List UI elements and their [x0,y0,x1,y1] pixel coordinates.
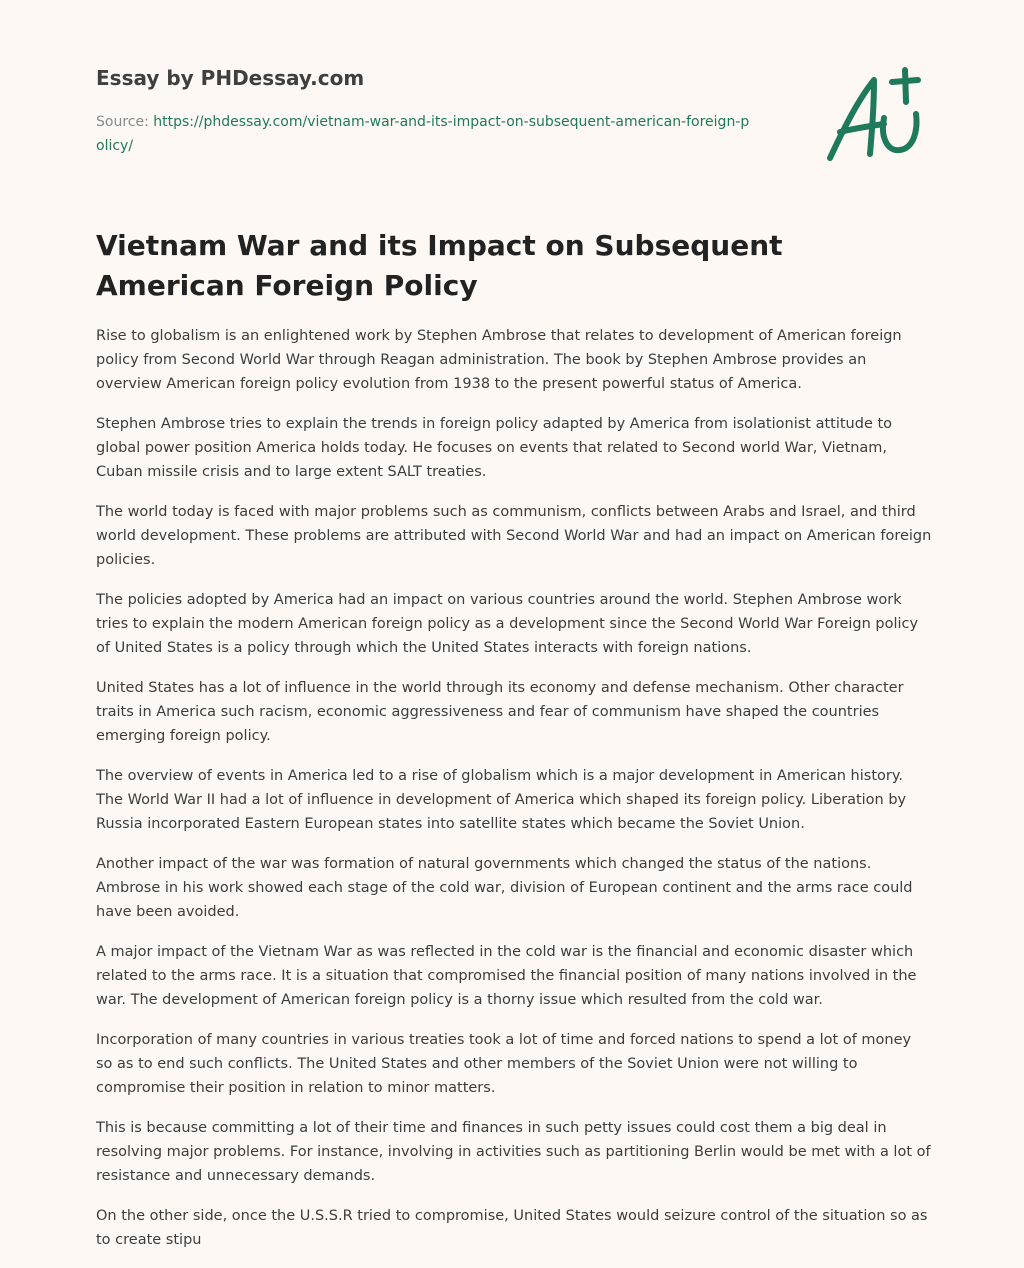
essay-body [96,324,932,1268]
essay-title: Vietnam War and its Impact on Subsequent American Foreign Policy [96,229,783,302]
source-line [96,110,756,158]
paragraph: United States has a lot of influence in the world through its economy and defense mechanism. Other character traits in America such racism, economic aggressiveness and fear of communism have shaped the countries emerging foreign policy. [96,680,904,744]
paragraph: The overview of events in America led to a rise of globalism which is a major development in American history. The World War II had a lot of influence in development of America which shaped its foreign policy. Liberation by Russia incorporated Eastern European states into satellite states which became the Soviet Union. [96,768,907,832]
source-label: Source: [96,114,149,130]
paragraph: Another impact of the war was formation of natural governments which changed the status of the nations. Ambrose in his work showed each stage of the cold war, division of European continent and the arms race could have been avoided. [96,856,913,920]
paragraph: The world today is faced with major problems such as communism, conflicts between Arabs and Israel, and third world development. These problems are attributed with Second World War and had an impact on American foreign policies. [96,504,932,568]
paragraph: Rise to globalism is an enlightened work by Stephen Ambrose that relates to development of American foreign policy from Second World War through Reagan administration. The book by Stephen Ambrose provides an overview American foreign policy evolution from 1938 to the present powerful status of America. [96,328,902,392]
paragraph: Stephen Ambrose tries to explain the trends in foreign policy adapted by America from isolationist attitude to global power position America holds today. He focuses on events that related to Second world War, Vietnam, Cuban missile crisis and to large extent SALT treaties. [96,416,893,480]
page-header [96,64,796,158]
source-link[interactable]: https://phdessay.com/vietnam-war-and-its-impact-on-subsequent-american-foreign-policy/ [96,114,750,154]
paragraph: Incorporation of many countries in various treaties took a lot of time and forced nations to spend a lot of money so as to end such conflicts. The United States and other members of the Soviet Union were not willing to compromise their position in relation to minor matters. [96,1032,912,1096]
a-plus-logo-icon [822,66,932,166]
paragraph: On the other side, once the U.S.S.R tried to compromise, United States would seizure control of the situation so as to create stipu [96,1208,928,1248]
site-brand: Essay by PHDessay.com [96,66,365,90]
paragraph: The policies adopted by America had an impact on various countries around the world. Stephen Ambrose work tries to explain the modern American foreign policy as a development since the Second World War Foreign policy of United States is a policy through which the United States interacts with foreign nations. [96,592,919,656]
paragraph: This is because committing a lot of their time and finances in such petty issues could cost them a big deal in resolving major problems. For instance, involving in activities such as partitioning Berlin would be met with a lot of resistance and unnecessary demands. [96,1120,931,1184]
paragraph: A major impact of the Vietnam War as was reflected in the cold war is the financial and economic disaster which related to the arms race. It is a situation that compromised the financial position of many nations involved in the war. The development of American foreign policy is a thorny issue which resulted from the cold war. [96,944,917,1008]
